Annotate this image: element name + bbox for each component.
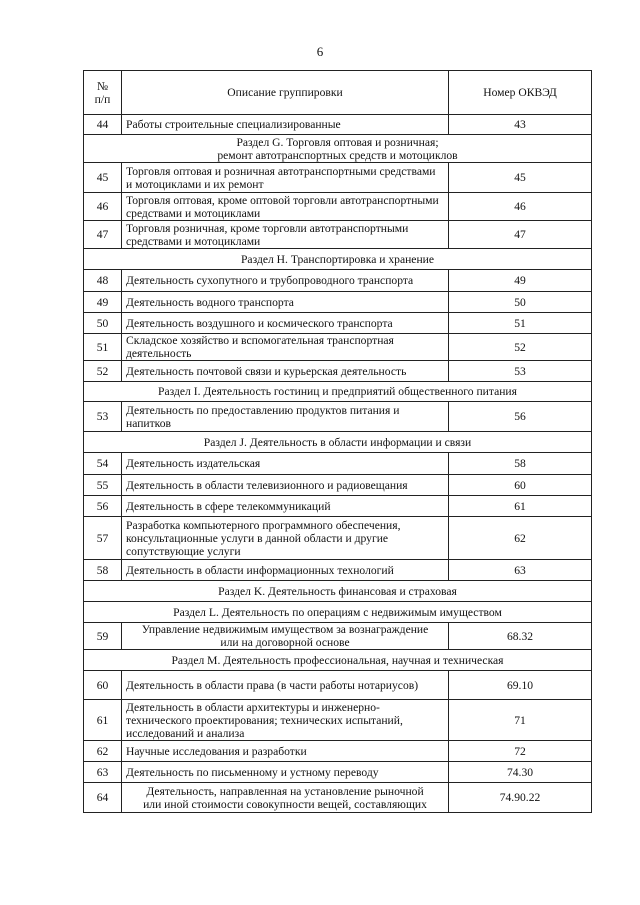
row-number: 46 xyxy=(84,193,122,221)
table-row xyxy=(84,193,592,221)
table-row xyxy=(84,741,592,762)
row-description: Торговля розничная, кроме торговли автотранспортными средствами и мотоциклами xyxy=(122,221,449,249)
row-number: 49 xyxy=(84,292,122,313)
section-row xyxy=(84,432,592,453)
row-description: Деятельность по письменному и устному переводу xyxy=(122,762,449,783)
row-number: 60 xyxy=(84,671,122,700)
row-okved-code: 58 xyxy=(449,453,592,475)
section-row xyxy=(84,382,592,402)
section-title: Раздел M. Деятельность профессиональная, научная и техническая xyxy=(84,650,592,671)
row-number: 56 xyxy=(84,496,122,517)
row-number: 45 xyxy=(84,163,122,193)
row-okved-code: 72 xyxy=(449,741,592,762)
section-title: Раздел L. Деятельность по операциям с недвижимым имуществом xyxy=(84,602,592,623)
table-row xyxy=(84,334,592,361)
row-description: Деятельность сухопутного и трубопроводного транспорта xyxy=(122,270,449,292)
row-number: 61 xyxy=(84,700,122,741)
table-row xyxy=(84,496,592,517)
row-number: 64 xyxy=(84,783,122,813)
row-description: Складское хозяйство и вспомогательная транспортная деятельность xyxy=(122,334,449,361)
row-number: 57 xyxy=(84,517,122,560)
row-okved-code: 56 xyxy=(449,402,592,432)
section-title: Раздел K. Деятельность финансовая и страховая xyxy=(84,581,592,602)
page-number: 6 xyxy=(316,44,324,59)
row-okved-code: 71 xyxy=(449,700,592,741)
row-description: Деятельность, направленная на установление рыночной или иной стоимости совокупности вещей, составляющих xyxy=(122,783,449,813)
row-okved-code: 74.90.22 xyxy=(449,783,592,813)
row-okved-code: 52 xyxy=(449,334,592,361)
row-description: Деятельность почтовой связи и курьерская деятельность xyxy=(122,361,449,382)
table-row xyxy=(84,402,592,432)
row-number: 44 xyxy=(84,115,122,135)
section-title: Раздел G. Торговля оптовая и розничная; ремонт автотранспортных средств и мотоциклов xyxy=(84,135,592,163)
row-okved-code: 53 xyxy=(449,361,592,382)
row-number: 48 xyxy=(84,270,122,292)
row-okved-code: 61 xyxy=(449,496,592,517)
row-okved-code: 68.32 xyxy=(449,623,592,650)
table-row xyxy=(84,475,592,496)
table-row xyxy=(84,560,592,581)
row-okved-code: 47 xyxy=(449,221,592,249)
row-number: 63 xyxy=(84,762,122,783)
section-title: Раздел H. Транспортировка и хранение xyxy=(84,249,592,270)
row-number: 62 xyxy=(84,741,122,762)
table-row xyxy=(84,623,592,650)
table-row xyxy=(84,517,592,560)
row-okved-code: 50 xyxy=(449,292,592,313)
table-row xyxy=(84,313,592,334)
row-description: Торговля оптовая и розничная автотранспортными средствами и мотоциклами и их ремонт xyxy=(122,163,449,193)
header-description: Описание группировки xyxy=(122,71,449,115)
row-description: Деятельность в области телевизионного и радиовещания xyxy=(122,475,449,496)
row-okved-code: 51 xyxy=(449,313,592,334)
row-number: 50 xyxy=(84,313,122,334)
row-description: Деятельность в сфере телекоммуникаций xyxy=(122,496,449,517)
section-title: Раздел I. Деятельность гостиниц и предприятий общественного питания xyxy=(84,382,592,402)
table-row xyxy=(84,762,592,783)
row-okved-code: 60 xyxy=(449,475,592,496)
table-row xyxy=(84,270,592,292)
row-description: Деятельность водного транспорта xyxy=(122,292,449,313)
row-description: Научные исследования и разработки xyxy=(122,741,449,762)
row-okved-code: 62 xyxy=(449,517,592,560)
section-row xyxy=(84,581,592,602)
section-row xyxy=(84,602,592,623)
row-number: 51 xyxy=(84,334,122,361)
row-description: Работы строительные специализированные xyxy=(122,115,449,135)
row-description: Разработка компьютерного программного обеспечения, консультационные услуги в данной области и другие сопутствующие услуги xyxy=(122,517,449,560)
row-okved-code: 46 xyxy=(449,193,592,221)
section-row xyxy=(84,249,592,270)
table-row xyxy=(84,700,592,741)
row-description: Деятельность в области информационных технологий xyxy=(122,560,449,581)
table-row xyxy=(84,163,592,193)
table-row xyxy=(84,292,592,313)
row-okved-code: 45 xyxy=(449,163,592,193)
row-okved-code: 74.30 xyxy=(449,762,592,783)
row-description: Торговля оптовая, кроме оптовой торговли автотранспортными средствами и мотоциклами xyxy=(122,193,449,221)
table-row xyxy=(84,221,592,249)
row-okved-code: 69.10 xyxy=(449,671,592,700)
row-okved-code: 63 xyxy=(449,560,592,581)
row-number: 55 xyxy=(84,475,122,496)
row-okved-code: 49 xyxy=(449,270,592,292)
header-okved-code: Номер ОКВЭД xyxy=(449,71,592,115)
row-description: Деятельность воздушного и космического транспорта xyxy=(122,313,449,334)
table-row xyxy=(84,361,592,382)
row-description: Деятельность издательская xyxy=(122,453,449,475)
row-number: 54 xyxy=(84,453,122,475)
row-description: Деятельность в области права (в части работы нотариусов) xyxy=(122,671,449,700)
section-title: Раздел J. Деятельность в области информации и связи xyxy=(84,432,592,453)
table-row xyxy=(84,115,592,135)
okved-table xyxy=(83,70,592,813)
row-number: 58 xyxy=(84,560,122,581)
row-number: 53 xyxy=(84,402,122,432)
section-row xyxy=(84,135,592,163)
row-number: 52 xyxy=(84,361,122,382)
row-description: Управление недвижимым имуществом за вознаграждение или на договорной основе xyxy=(122,623,449,650)
table-row xyxy=(84,453,592,475)
table-row xyxy=(84,783,592,813)
header-num: № п/п xyxy=(84,71,122,115)
section-row xyxy=(84,650,592,671)
row-okved-code: 43 xyxy=(449,115,592,135)
row-number: 59 xyxy=(84,623,122,650)
table-row xyxy=(84,671,592,700)
row-number: 47 xyxy=(84,221,122,249)
row-description: Деятельность по предоставлению продуктов питания и напитков xyxy=(122,402,449,432)
row-description: Деятельность в области архитектуры и инженерно-технического проектирования; технических испытаний, исследований и анализа xyxy=(122,700,449,741)
table-header-row xyxy=(84,71,592,115)
